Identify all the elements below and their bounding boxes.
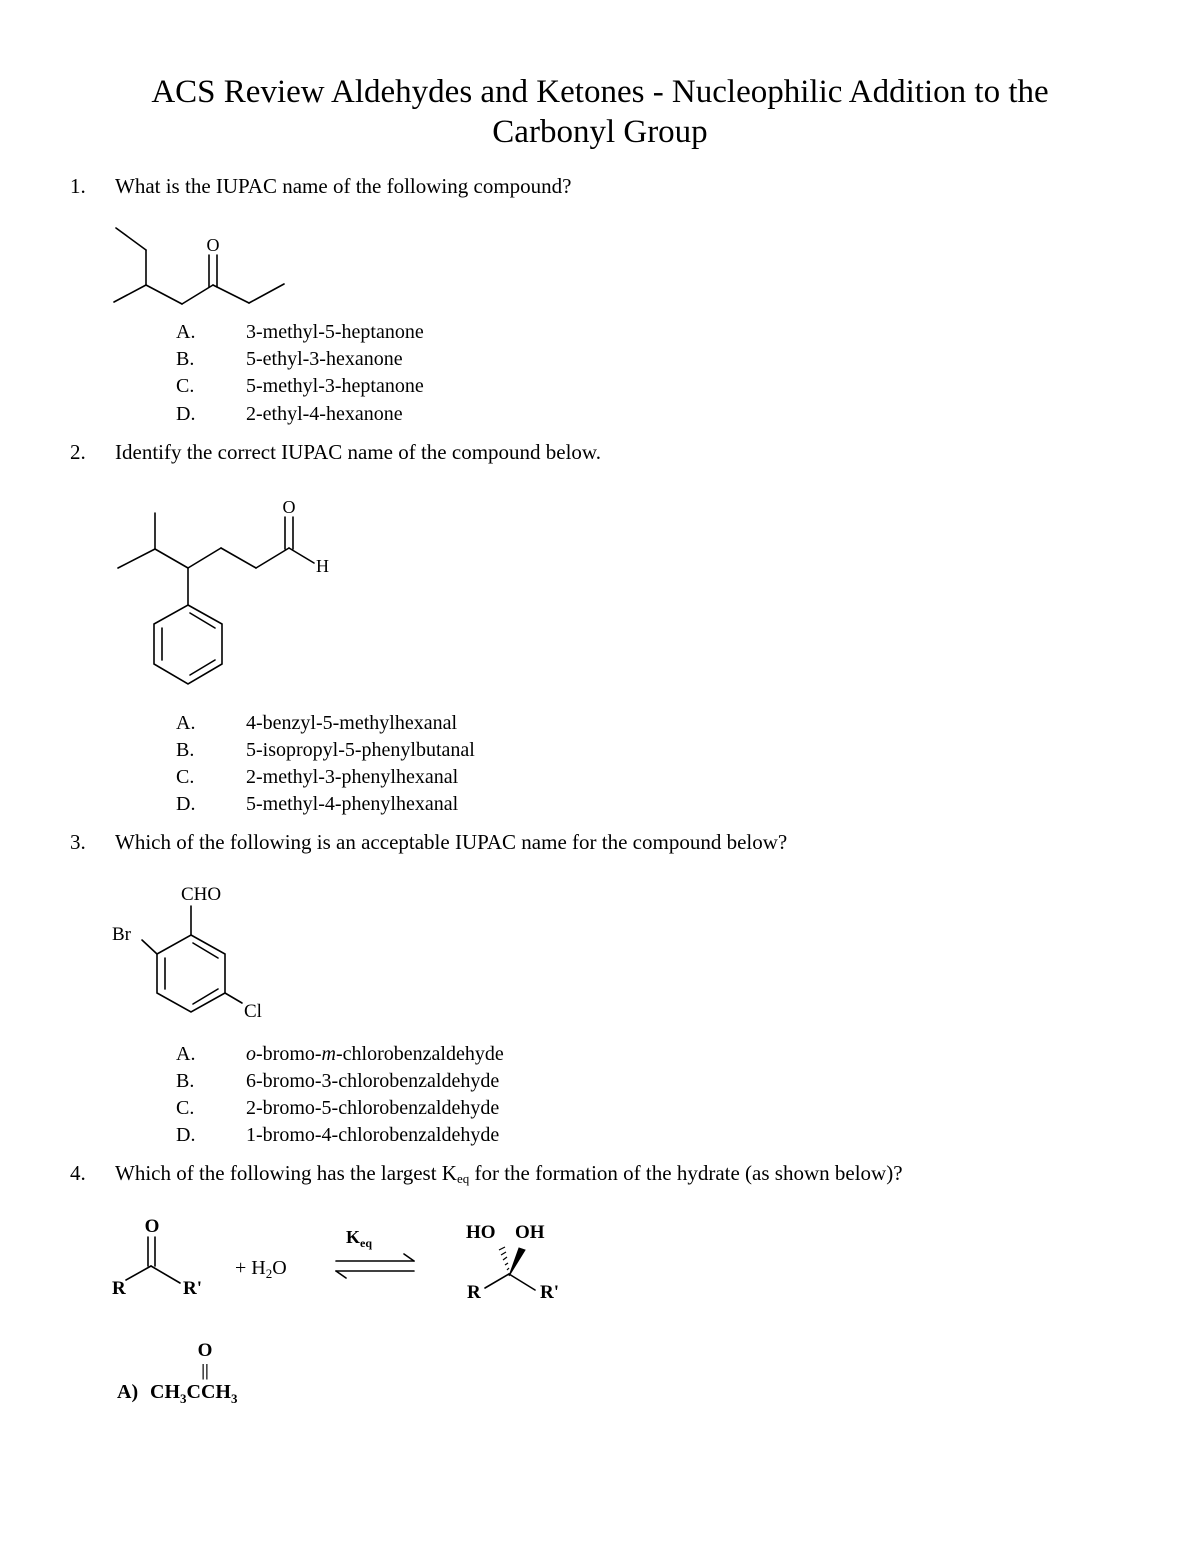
q1-oxygen-label: O [206,235,220,255]
q1-option-b-letter: B. [176,348,195,370]
q4-reactant-r-prime: R' [183,1278,202,1299]
q2-option-d-text[interactable]: 5-methyl-4-phenylhexanal [246,793,459,815]
q4-reactant-oxygen: O [144,1216,160,1237]
q4-water-sub: 2 [265,1266,273,1281]
q3-option-a-letter: A. [176,1043,196,1065]
q4-text-before: Which of the following has the largest K [115,1161,457,1185]
q4-product-r: R [467,1282,481,1303]
q3-chlorine-label: Cl [244,1001,262,1022]
question-4-number: 4. [70,1161,86,1185]
q3-option-a-ortho: o [246,1043,256,1065]
q2-hydrogen-label: H [316,556,329,576]
q4-product-oh: OH [515,1222,545,1243]
q1-option-d-text[interactable]: 2-ethyl-4-hexanone [246,403,403,425]
q4-water-o: O [272,1257,287,1279]
q4-keq-sub: eq [360,1236,373,1250]
q3-option-a-mid: -bromo- [256,1043,322,1065]
question-1-number: 1. [70,174,86,198]
q1-option-a-letter: A. [176,321,196,343]
q4-option-a-sub1: 3 [180,1391,187,1406]
q3-option-b-letter: B. [176,1070,195,1092]
q4-option-a-double-bond: || [201,1361,209,1380]
q4-option-a-ch: CH [150,1381,180,1403]
question-2-number: 2. [70,440,86,464]
q4-option-a-oxygen: O [197,1340,213,1361]
title-line-1: ACS Review Aldehydes and Ketones - Nucleophilic Addition to the [151,74,1049,110]
q1-option-c-text[interactable]: 5-methyl-3-heptanone [246,375,424,397]
q4-text-sub: eq [456,1171,470,1186]
question-2-text: Identify the correct IUPAC name of the compound below. [115,440,601,464]
question-3-number: 3. [70,830,86,854]
q1-option-c-letter: C. [176,375,195,397]
q2-option-d-letter: D. [176,793,196,815]
q4-option-a-sub2: 3 [230,1391,238,1406]
q4-keq-k: K [346,1227,361,1247]
q2-option-c-letter: C. [176,766,195,788]
q4-plus-water [235,1257,287,1281]
title-line-2: Carbonyl Group [492,114,708,150]
q3-option-b-text[interactable]: 6-bromo-3-chlorobenzaldehyde [246,1070,500,1092]
q2-oxygen-label: O [282,497,296,517]
q2-option-b-letter: B. [176,739,195,761]
q4-plus-h: + H [235,1257,266,1279]
q4-reactant-r: R [112,1278,126,1299]
q2-option-a-text[interactable]: 4-benzyl-5-methylhexanal [246,712,458,734]
q3-option-c-text[interactable]: 2-bromo-5-chlorobenzaldehyde [246,1097,500,1119]
q3-option-d-text[interactable]: 1-bromo-4-chlorobenzaldehyde [246,1124,500,1146]
q3-option-c-letter: C. [176,1097,195,1119]
q1-option-d-letter: D. [176,403,196,425]
q2-option-c-text[interactable]: 2-methyl-3-phenylhexanal [246,766,459,788]
q4-keq-label [346,1227,372,1250]
q3-option-d-letter: D. [176,1124,196,1146]
q2-option-b-text[interactable]: 5-isopropyl-5-phenylbutanal [246,739,475,761]
q3-option-a-meta: m [321,1043,336,1065]
q4-option-a-cch: CCH [186,1381,231,1403]
question-1-text: What is the IUPAC name of the following compound? [115,174,572,198]
question-3-text: Which of the following is an acceptable IUPAC name for the compound below? [115,830,788,854]
q3-bromine-label: Br [112,924,131,945]
q4-product-ho: HO [466,1222,496,1243]
q4-text-after: for the formation of the hydrate (as shown below)? [469,1161,903,1185]
q4-option-a-letter[interactable]: A) [117,1381,139,1403]
q3-cho-label: CHO [181,884,222,905]
q4-product-r-prime: R' [540,1282,559,1303]
q4-option-a-formula[interactable] [150,1381,238,1406]
q1-option-a-text[interactable]: 3-methyl-5-heptanone [246,321,424,343]
q2-option-a-letter: A. [176,712,196,734]
q3-option-a-rest: -chlorobenzaldehyde [336,1043,504,1065]
q1-option-b-text[interactable]: 5-ethyl-3-hexanone [246,348,403,370]
